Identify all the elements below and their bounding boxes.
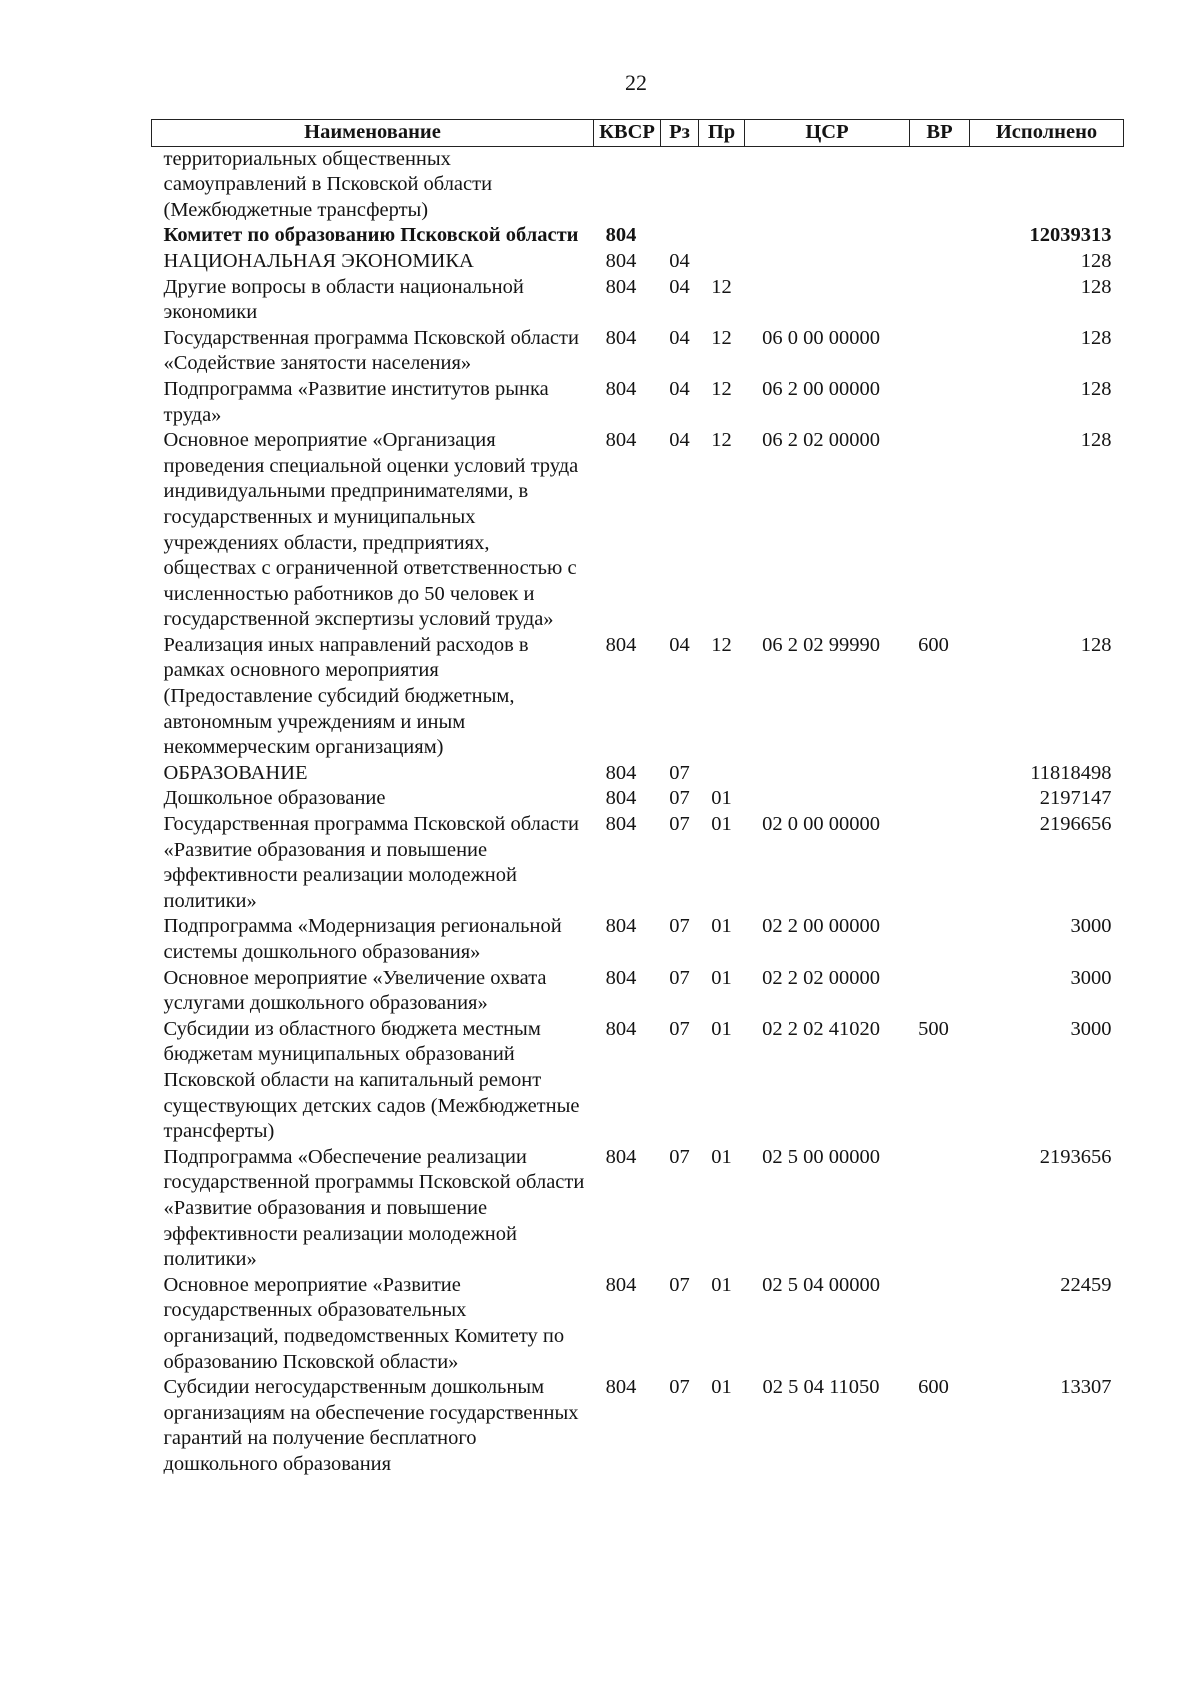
cell-name: Подпрограмма «Развитие институтов рынка труда»	[163, 377, 549, 426]
cell-csr: 06 2 00 00000	[762, 377, 880, 400]
cell-rz: 07	[669, 787, 690, 810]
cell-pr	[699, 761, 745, 787]
cell-pr: 01	[711, 966, 732, 989]
cell-vr	[910, 1273, 970, 1375]
table-row	[152, 633, 1124, 761]
cell-vr: 500	[918, 1017, 949, 1040]
cell-rz: 07	[669, 1376, 690, 1399]
table-row	[152, 377, 1124, 428]
cell-vr	[910, 428, 970, 633]
cell-pr	[699, 223, 745, 249]
cell-executed: 3000	[1070, 1017, 1112, 1040]
cell-csr: 06 2 02 99990	[762, 633, 880, 656]
cell-rz: 04	[669, 275, 690, 298]
cell-executed: 13307	[1060, 1376, 1112, 1399]
table-row	[152, 1145, 1124, 1273]
table-row	[152, 1273, 1124, 1375]
cell-vr	[910, 146, 970, 223]
cell-rz: 07	[669, 761, 690, 784]
cell-executed: 128	[1080, 275, 1112, 298]
page-number: 22	[625, 70, 647, 95]
cell-rz: 04	[669, 429, 690, 452]
header-rz: Рз	[661, 120, 699, 147]
cell-pr	[699, 249, 745, 275]
cell-pr: 12	[711, 275, 732, 298]
table-row	[152, 812, 1124, 914]
cell-csr: 02 5 04 11050	[762, 1376, 880, 1399]
cell-executed: 128	[1080, 377, 1112, 400]
cell-kvsr: 804	[605, 326, 637, 349]
table-row	[152, 1375, 1124, 1477]
cell-executed: 128	[1080, 633, 1112, 656]
cell-name: Основное мероприятие «Увеличение охвата услугами дошкольного образования»	[163, 966, 547, 1015]
cell-csr	[745, 146, 910, 223]
cell-vr: 600	[918, 1376, 949, 1399]
header-csr: ЦСР	[745, 120, 910, 147]
cell-executed: 3000	[1070, 966, 1112, 989]
cell-executed	[970, 146, 1124, 223]
cell-vr	[910, 914, 970, 965]
cell-pr: 01	[711, 787, 732, 810]
table-row	[152, 275, 1124, 326]
cell-name: Реализация иных направлений расходов в рамках основного мероприятия (Предоставление субсидий бюджетным, автономным учреждениям и иным некоммерческим организациям)	[163, 633, 529, 759]
cell-kvsr: 804	[605, 224, 637, 247]
cell-pr: 01	[711, 1017, 732, 1040]
cell-rz: 04	[669, 249, 690, 272]
header-pr: Пр	[699, 120, 745, 147]
table-body	[152, 146, 1124, 1477]
cell-rz: 04	[669, 633, 690, 656]
cell-name: Комитет по образованию Псковской области	[163, 224, 579, 247]
cell-vr	[910, 223, 970, 249]
cell-csr: 02 5 00 00000	[762, 1145, 880, 1168]
table-row	[152, 966, 1124, 1017]
table-row	[152, 786, 1124, 812]
cell-csr: 06 2 02 00000	[762, 429, 880, 452]
cell-pr: 12	[711, 377, 732, 400]
table-row	[152, 146, 1124, 223]
cell-csr: 02 5 04 00000	[762, 1273, 880, 1296]
table-row	[152, 223, 1124, 249]
cell-rz: 07	[669, 813, 690, 836]
cell-vr	[910, 1145, 970, 1273]
cell-kvsr: 804	[605, 275, 637, 298]
header-executed: Исполнено	[970, 120, 1124, 147]
cell-rz	[661, 223, 699, 249]
cell-executed: 128	[1080, 249, 1112, 272]
cell-vr	[910, 786, 970, 812]
cell-executed: 11818498	[1030, 761, 1112, 784]
cell-vr	[910, 812, 970, 914]
cell-kvsr: 804	[605, 761, 637, 784]
cell-executed: 22459	[1060, 1273, 1112, 1296]
cell-vr	[910, 377, 970, 428]
cell-pr: 01	[711, 1145, 732, 1168]
cell-executed: 3000	[1070, 915, 1112, 938]
cell-executed: 128	[1080, 326, 1112, 349]
cell-rz: 07	[669, 915, 690, 938]
cell-rz: 07	[669, 1273, 690, 1296]
cell-name: Дошкольное образование	[163, 787, 386, 810]
table-row	[152, 428, 1124, 633]
header-vr: ВР	[910, 120, 970, 147]
cell-csr: 06 0 00 00000	[762, 326, 880, 349]
cell-pr: 12	[711, 429, 732, 452]
cell-pr: 01	[711, 1376, 732, 1399]
cell-rz: 04	[669, 326, 690, 349]
table-header-row	[152, 120, 1124, 147]
cell-kvsr: 804	[605, 249, 637, 272]
cell-name: Подпрограмма «Модернизация региональной системы дошкольного образования»	[163, 915, 562, 963]
cell-csr	[745, 786, 910, 812]
cell-csr	[745, 223, 910, 249]
table-row	[152, 914, 1124, 965]
cell-csr: 02 2 00 00000	[762, 915, 880, 938]
cell-kvsr: 804	[605, 1273, 637, 1296]
table-row	[152, 1017, 1124, 1145]
cell-executed: 128	[1080, 429, 1112, 452]
cell-rz: 04	[669, 377, 690, 400]
cell-name: Государственная программа Псковской области «Развитие образования и повышение эффективности реализации молодежной политики»	[163, 813, 579, 912]
cell-kvsr: 804	[605, 1017, 637, 1040]
cell-kvsr: 804	[605, 377, 637, 400]
cell-csr: 02 2 02 00000	[762, 966, 880, 989]
cell-name: ОБРАЗОВАНИЕ	[163, 761, 308, 784]
budget-execution-table	[151, 119, 1124, 1477]
table-row	[152, 249, 1124, 275]
header-name: Наименование	[152, 120, 594, 147]
table-row	[152, 761, 1124, 787]
cell-kvsr: 804	[605, 813, 637, 836]
cell-rz: 07	[669, 1145, 690, 1168]
cell-pr: 12	[711, 326, 732, 349]
cell-rz: 07	[669, 966, 690, 989]
cell-pr: 01	[711, 1273, 732, 1296]
cell-vr: 600	[918, 633, 949, 656]
cell-pr: 01	[711, 915, 732, 938]
cell-name: Подпрограмма «Обеспечение реализации государственной программы Псковской области «Развитие образования и повышение эффективности реализации молодежной политики»	[163, 1145, 585, 1271]
cell-csr	[745, 249, 910, 275]
cell-executed: 2197147	[1039, 787, 1112, 810]
cell-csr: 02 2 02 41020	[762, 1017, 880, 1040]
cell-kvsr: 804	[605, 633, 637, 656]
header-kvsr: КВСР	[594, 120, 661, 147]
cell-kvsr: 804	[605, 787, 637, 810]
cell-kvsr: 804	[605, 1145, 637, 1168]
cell-vr	[910, 326, 970, 377]
cell-name: территориальных общественных самоуправлений в Псковской области (Межбюджетные трансферты)	[163, 147, 493, 221]
cell-pr: 12	[711, 633, 732, 656]
cell-pr	[699, 146, 745, 223]
cell-vr	[910, 275, 970, 326]
cell-kvsr: 804	[605, 966, 637, 989]
cell-rz: 07	[669, 1017, 690, 1040]
cell-name: Основное мероприятие «Организация проведения специальной оценки условий труда индивидуальными предпринимателями, в государственных и муниципальных учреждениях области, предприятиях, обществах с ограниченной ответственностью с численностью работников до 50 человек и государственной экспертизы условий труда»	[163, 429, 579, 631]
cell-kvsr	[594, 146, 661, 223]
cell-executed: 2193656	[1039, 1145, 1112, 1168]
cell-kvsr: 804	[605, 1376, 637, 1399]
cell-csr	[745, 275, 910, 326]
cell-executed: 12039313	[1029, 224, 1112, 247]
cell-pr: 01	[711, 813, 732, 836]
cell-csr	[745, 761, 910, 787]
cell-name: Субсидии негосударственным дошкольным организациям на обеспечение государственных гарантий на получение бесплатного дошкольного образования	[163, 1376, 579, 1475]
cell-name: Основное мероприятие «Развитие государственных образовательных организаций, подведомственных Комитету по образованию Псковской области»	[163, 1273, 565, 1373]
cell-name: Другие вопросы в области национальной экономики	[163, 275, 524, 324]
cell-vr	[910, 761, 970, 787]
cell-name: Субсидии из областного бюджета местным бюджетам муниципальных образований Псковской области на капитальный ремонт существующих детских садов (Межбюджетные трансферты)	[163, 1017, 580, 1143]
cell-rz	[661, 146, 699, 223]
cell-executed: 2196656	[1039, 813, 1112, 836]
table-row	[152, 326, 1124, 377]
cell-name: Государственная программа Псковской области «Содействие занятости населения»	[163, 326, 579, 375]
cell-vr	[910, 966, 970, 1017]
cell-kvsr: 804	[605, 429, 637, 452]
cell-vr	[910, 249, 970, 275]
cell-csr: 02 0 00 00000	[762, 813, 880, 836]
cell-name: НАЦИОНАЛЬНАЯ ЭКОНОМИКА	[163, 249, 474, 272]
cell-kvsr: 804	[605, 915, 637, 938]
